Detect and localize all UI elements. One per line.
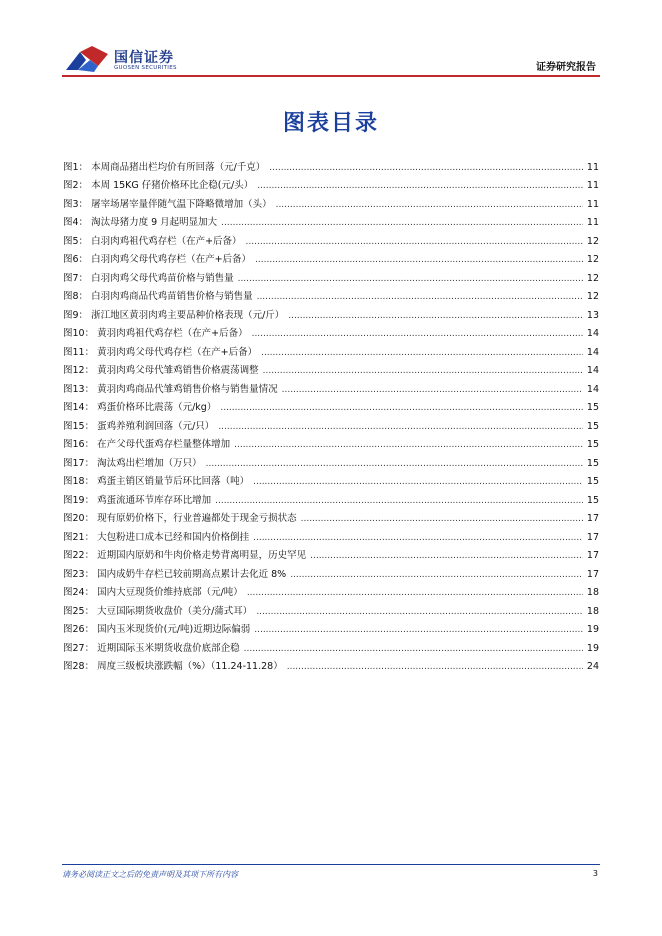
- toc-leader-dots: [221, 217, 583, 229]
- toc-leader-dots: [244, 643, 583, 655]
- toc-entry-page[interactable]: 17: [586, 568, 599, 580]
- toc-entry[interactable]: [63, 525, 599, 544]
- toc-entry-page[interactable]: 18: [586, 605, 599, 617]
- toc-entry-page[interactable]: 17: [586, 550, 599, 561]
- toc-leader-dots: [220, 402, 583, 414]
- toc-leader-dots: [238, 273, 583, 285]
- toc-leader-dots: [288, 310, 583, 322]
- toc-leader-dots: [276, 199, 583, 211]
- toc-leader-dots: [257, 291, 583, 303]
- toc-entry-label[interactable]: 图24： 国内大豆现货价维持底部（元/吨）: [63, 587, 243, 598]
- toc-entry[interactable]: [63, 599, 599, 618]
- toc-entry-label[interactable]: 图20： 现有原奶价格下，行业普遍都处于现金亏损状态: [63, 513, 297, 524]
- table-of-figures: [63, 155, 599, 673]
- toc-leader-dots: [206, 458, 583, 470]
- toc-entry-label[interactable]: 图4： 淘汰母猪力度 9 月起明显加大: [63, 217, 218, 228]
- toc-entry[interactable]: [63, 285, 599, 304]
- toc-entry-page[interactable]: 14: [586, 365, 599, 376]
- toc-leader-dots: [246, 236, 583, 248]
- toc-entry[interactable]: [63, 322, 599, 341]
- toc-entry-label[interactable]: 图25： 大豆国际期货收盘价（美分/蒲式耳）: [63, 605, 253, 617]
- toc-entry[interactable]: [63, 488, 599, 507]
- toc-entry-page[interactable]: 14: [586, 383, 599, 395]
- page-header: [0, 0, 662, 86]
- footer-divider: [62, 864, 600, 865]
- page-number: 3: [592, 869, 598, 878]
- toc-leader-dots: [253, 532, 583, 544]
- toc-entry[interactable]: [63, 396, 599, 415]
- toc-entry-page[interactable]: 15: [586, 439, 599, 450]
- toc-entry[interactable]: [63, 174, 599, 193]
- toc-entry-page[interactable]: 15: [586, 420, 599, 432]
- toc-leader-dots: [247, 587, 583, 599]
- toc-entry[interactable]: [63, 211, 599, 230]
- toc-entry-page[interactable]: 24: [586, 661, 599, 672]
- toc-entry-label[interactable]: 图22： 近期国内原奶和牛肉价格走势背离明显，历史罕见: [63, 550, 307, 561]
- toc-leader-dots: [253, 476, 583, 488]
- toc-entry-label[interactable]: 图27： 近期国际玉米期货收盘价底部企稳: [63, 642, 240, 654]
- toc-entry[interactable]: [63, 192, 599, 211]
- toc-entry-label[interactable]: 图23： 国内成奶牛存栏已较前期高点累计去化近 8%: [63, 568, 287, 580]
- toc-entry[interactable]: [63, 414, 599, 433]
- toc-entry[interactable]: [63, 266, 599, 285]
- toc-entry-page[interactable]: 11: [586, 161, 599, 173]
- toc-leader-dots: [263, 365, 583, 377]
- toc-entry-page[interactable]: 11: [586, 198, 599, 210]
- toc-entry-label[interactable]: 图17： 淘汰鸡出栏增加（万只）: [63, 457, 202, 469]
- toc-leader-dots: [234, 439, 583, 451]
- toc-leader-dots: [290, 569, 583, 581]
- toc-entry-label[interactable]: 图9： 浙江地区黄羽肉鸡主要品种价格表现（元/斤）: [63, 309, 285, 321]
- logo-chinese-name: 国信证券: [114, 50, 174, 66]
- toc-entry-label[interactable]: 图6： 白羽肉鸡父母代鸡存栏（在产+后备）: [63, 254, 252, 265]
- toc-entry-label[interactable]: 图26： 国内玉米现货价(元/吨)近期边际偏弱: [63, 624, 251, 635]
- toc-entry-page[interactable]: 14: [586, 328, 599, 339]
- toc-entry[interactable]: [63, 433, 599, 452]
- toc-entry-label[interactable]: 图7： 白羽肉鸡父母代鸡苗价格与销售量: [63, 272, 234, 284]
- page-title: 图表目录: [282, 111, 379, 136]
- toc-entry-label[interactable]: 图12： 黄羽肉鸡父母代雏鸡销售价格震荡调整: [63, 365, 259, 376]
- toc-leader-dots: [287, 661, 583, 673]
- toc-leader-dots: [254, 624, 583, 636]
- toc-entry[interactable]: [63, 636, 599, 655]
- toc-entry-label[interactable]: 图19： 鸡蛋流通环节库存环比增加: [63, 494, 212, 506]
- toc-entry[interactable]: [63, 377, 599, 396]
- toc-entry-page[interactable]: 11: [586, 180, 599, 191]
- toc-entry[interactable]: [63, 581, 599, 600]
- toc-entry-label[interactable]: 图10： 黄羽肉鸡祖代鸡存栏（在产+后备）: [63, 328, 248, 339]
- toc-entry-page[interactable]: 19: [586, 642, 599, 654]
- toc-entry-label[interactable]: 图8： 白羽肉鸡商品代鸡苗销售价格与销售量: [63, 291, 253, 302]
- toc-leader-dots: [310, 550, 583, 562]
- toc-entry-label[interactable]: 图5： 白羽肉鸡祖代鸡存栏（在产+后备）: [63, 235, 242, 247]
- toc-leader-dots: [257, 180, 583, 192]
- toc-entry-label[interactable]: 图21： 大包粉进口成本已经和国内价格倒挂: [63, 531, 250, 543]
- toc-entry-page[interactable]: 12: [586, 254, 599, 265]
- toc-leader-dots: [218, 421, 583, 433]
- toc-entry-page[interactable]: 15: [586, 476, 599, 487]
- toc-entry-page[interactable]: 12: [586, 291, 599, 302]
- toc-leader-dots: [215, 495, 583, 507]
- toc-entry-page[interactable]: 11: [586, 217, 599, 228]
- toc-entry-label[interactable]: 图28： 周度三级板块涨跌幅（%）（11.24-11.28）: [63, 661, 283, 672]
- toc-leader-dots: [256, 606, 583, 618]
- toc-entry-page[interactable]: 15: [586, 494, 599, 506]
- toc-leader-dots: [255, 254, 583, 266]
- toc-entry[interactable]: [63, 155, 599, 174]
- toc-entry[interactable]: [63, 618, 599, 637]
- toc-entry[interactable]: [63, 562, 599, 581]
- toc-leader-dots: [261, 347, 583, 359]
- toc-entry-label[interactable]: 图18： 鸡蛋主销区销量节后环比回落（吨）: [63, 476, 250, 487]
- toc-entry-page[interactable]: 12: [586, 272, 599, 284]
- toc-entry-page[interactable]: 17: [586, 513, 599, 524]
- toc-leader-dots: [269, 162, 583, 174]
- guosen-logo-icon: [64, 44, 110, 74]
- toc-entry[interactable]: [63, 655, 599, 674]
- toc-entry-label[interactable]: 图14： 鸡蛋价格环比震荡（元/kg）: [63, 402, 217, 413]
- toc-entry[interactable]: [63, 229, 599, 248]
- report-type-label: 证券研究报告: [536, 62, 596, 73]
- toc-entry-label[interactable]: 图13： 黄羽肉鸡商品代雏鸡销售价格与销售量情况: [63, 383, 278, 395]
- toc-entry-label[interactable]: 图2： 本周 15KG 仔猪价格环比企稳(元/头）: [63, 180, 254, 191]
- toc-entry[interactable]: [63, 451, 599, 470]
- toc-entry[interactable]: [63, 507, 599, 526]
- toc-leader-dots: [301, 513, 583, 525]
- toc-entry-label[interactable]: 图16： 在产父母代蛋鸡存栏量整体增加: [63, 439, 231, 450]
- toc-entry-page[interactable]: 18: [586, 587, 599, 598]
- toc-entry-label[interactable]: 图3： 屠宰场屠宰量伴随气温下降略微增加（头）: [63, 198, 272, 210]
- toc-entry[interactable]: [63, 248, 599, 267]
- toc-entry-page[interactable]: 17: [586, 531, 599, 543]
- toc-entry[interactable]: [63, 303, 599, 322]
- toc-entry-label[interactable]: 图15： 蛋鸡养殖利润回落（元/只）: [63, 420, 215, 432]
- toc-entry[interactable]: [63, 359, 599, 378]
- toc-entry[interactable]: [63, 470, 599, 489]
- header-divider: [62, 75, 600, 77]
- toc-entry-page[interactable]: 19: [586, 624, 599, 635]
- logo-english-name: GUOSEN SECURITIES: [114, 65, 177, 71]
- footer-disclaimer: 请务必阅读正文之后的免责声明及其项下所有内容: [62, 870, 238, 879]
- toc-entry-label[interactable]: 图11： 黄羽肉鸡父母代鸡存栏（在产+后备）: [63, 346, 258, 358]
- toc-entry[interactable]: [63, 340, 599, 359]
- toc-leader-dots: [282, 384, 583, 396]
- toc-entry[interactable]: [63, 544, 599, 563]
- toc-entry-page[interactable]: 14: [586, 346, 599, 358]
- toc-entry-page[interactable]: 13: [586, 309, 599, 321]
- toc-entry-page[interactable]: 15: [586, 457, 599, 469]
- toc-entry-page[interactable]: 15: [586, 402, 599, 413]
- toc-entry-label[interactable]: 图1： 本周商品猪出栏均价有所回落（元/千克）: [63, 161, 266, 173]
- toc-entry-page[interactable]: 12: [586, 235, 599, 247]
- toc-leader-dots: [252, 328, 583, 340]
